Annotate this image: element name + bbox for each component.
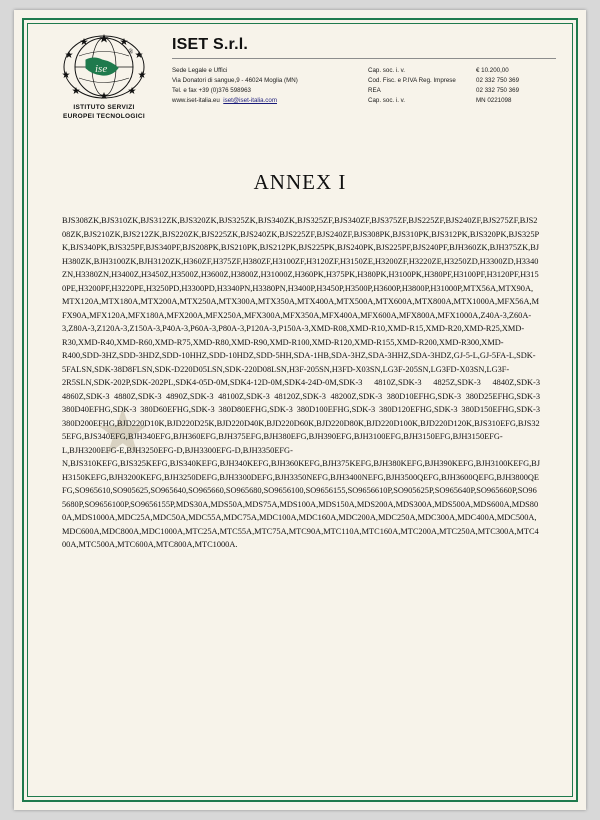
info-left-3: Tel. e fax +39 (0)376 598963 [172,86,251,94]
email-link[interactable]: iset@iset-italia.com [223,97,277,105]
table-row [172,96,556,106]
globe-stars-logo-icon [62,34,146,100]
letterhead [44,34,556,144]
logo-caption [44,104,164,122]
info-right-2: 02 332 750 369 [476,76,520,84]
logo-caption-line-1: ISTITUTO SERVIZI [73,104,135,111]
table-row [172,85,556,95]
star-watermark-icon: ★ [94,396,152,468]
info-middle-3: REA [368,86,381,94]
info-left-4 [172,96,368,106]
info-left-2: Via Donatori di sangue,9 - 46024 Moglia (MN) [172,76,298,84]
info-left-1: Sede Legale e Uffici [172,66,228,74]
logo-caption-line-2: EUROPEI TECNOLOGICI [63,112,145,120]
website-text: www.iset-italia.eu [172,97,220,105]
info-middle-1: Cap. soc. i. v. [368,66,406,74]
table-row [172,65,556,75]
document-page [14,10,586,810]
svg-text:ise: ise [95,63,108,75]
info-right-3: 02 332 750 369 [476,86,520,94]
company-logo [44,34,164,122]
company-details [172,36,556,106]
table-row [172,75,556,85]
info-middle-2: Cod. Fisc. e P.IVA Reg. Imprese [368,76,456,84]
header-divider [172,58,556,59]
company-name: ISET S.r.l. [172,36,249,53]
info-right-1: € 10.200,00 [476,66,509,74]
product-code-list: BJS308ZK,BJS310ZK,BJS312ZK,BJS320ZK,BJS325ZK,BJS340ZK,BJS325ZF,BJS340ZF,BJS375ZF,BJS225ZF,BJS240ZF,BJS275ZF,BJS208ZK,BJS210ZK,BJS212ZK,BJS220ZK,BJS225ZK,BJS240ZK,BJS225ZF,BJS240ZF,BJS308PK,BJS310PK,BJS312PK,BJS320PK,BJS325PK,BJS340PK,BJS325PF,BJS340PF,BJS208PK,BJS210PK,BJS212PK,BJS225PK,BJS240PK,BJS225PF,BJS240PF,BJH360ZK,BJH375ZK,BJH380ZK,BJH3100ZK,BJH3120ZK,H360ZF,H375ZF,H380ZF,H3100ZF,H3120ZF,H3150ZE,H3200ZF,H3220ZE,H3250ZD,H3300ZD,H3340ZN,H3380ZN,H3400Z,H3450Z,H3500Z,H3600Z,H3800Z,H31000Z,H360PK,H375PK,H380PK,H3100PK,H380PF,H3100PF,H3120PF,H3150PE,H3200PF,H3220PE,H3250PD,H3300PD,H3340PN,H3380PN,H3400P,H3450P,H3500P,H3600P,H3800P,H31000P,MTX56A,MTX90A,MTX120A,MTX180A,MTX200A,MTX250A,MTX300A,MTX350A,MTX400A,MTX500A,MTX600A,MTX800A,MTX1000A,MFX56A,MFX90A,MFX120A,MFX180A,MFX200A,MFX250A,MFX300A,MFX350A,MFX400A,MFX600A,MFX800A,MFX1000A,Z40A-3,Z60A-3,Z80A-3,Z120A-3,Z150A-3,P40A-3,P60A-3,P80A-3,P120A-3,P150A-3,XMD-R08,XMD-R10,XMD-R15,XMD-R20,XMD-R25,XMD-R30,XMD-R40,XMD-R60,XMD-R75,XMD-R80,XMD-R90,XMD-R100,XMD-R120,XMD-R155,XMD-R200,XMD-R300,XMD-R400,SDD-3HZ,SDD-3HDZ,SDD-10HHZ,SDD-10HDZ,SDD-5HH,SDA-1HB,SDA-3HZ,SDA-3HHZ,SDA-3HDZ,GJ-5-L,GJ-5FA-L,SDK-5FALSN,SDK-38D8FLSN,SDK-D220D05LSN,SDK-220D08LSN,H3F-205SN,H3FD-X03SN,LG3F-205SN,LG3FD-X03SN,LG3F-2R5SLN,SDK-202P,SDK-202PL,SDK4-05D-0M,SDK4-12D-0M,SDK4-24D-0M,SDK-3 4810Z,SDK-3 4825Z,SDK-3 4840Z,SDK-3 4860Z,SDK-3 4880Z,SDK-3 4890Z,SDK-3 48100Z,SDK-3 48120Z,SDK-3 48200Z,SDK-3 380D10EFHG,SDK-3 380D25EFHG,SDK-3 380D40EFHG,SDK-3 380D60EFHG,SDK-3 380D80EFHG,SDK-3 380D100EFHG,SDK-3 380D120EFHG,SDK-3 380D150EFHG,SDK-3 380D200EFHG,BJD220D10K,BJD220D25K,BJD220D40K,BJD220D60K,BJD220D80K,BJD220D100K,BJD220D120K,BJS310EFG,BJS325EFG,BJS340EFG,BJH340EFG,BJH360EFG,BJH375EFG,BJH380EFG,BJH390EFG,BJH3100EFG,BJH3150EFG,BJH3150EFG-L,BJH3200EFG-E,BJH3250EFG-D,BJH3300EFG-D,BJH3350EFG-N,BJS310KEFG,BJS325KEFG,BJS340KEFG,BJH340KEFG,BJH360KEFG,BJH375KEFG,BJH380KEFG,BJH390KEFG,BJH3100KEFG,BJH3150KEFG,BJH3200KEFG,BJH3250DEFG,BJH3300DEFG,BJH3350NEFG,BJH3400NEFG,BJH3500QEFG,BJH3600QEFG,BJH3800QEFG,SO965610,SO905625,SO965640,SO965660,SO965680,SO9656100,SO9656155,SO9656610P,SO905625P,SO965640P,SO965660P,SO965680P,SO9656100P,SO9656155P,MDS30A,MDS50A,MDS75A,MDS100A,MDS150A,MDS200A,MDS300A,MDS500A,MDS600A,MDS800A,MDS1000A,MDC25A,MDC50A,MDC55A,MDC75A,MDC100A,MDC160A,MDC200A,MDC250A,MDC300A,MDC400A,MDC500A,MDC600A,MDC800A,MDC1000A,MTC25A,MTC55A,MTC75A,MTC90A,MTC110A,MTC160A,MTC200A,MTC250A,MTC300A,MTC400A,MTC500A,MTC600A,MTC800A,MTC1000A. [62,216,540,550]
page-title: ANNEX I [253,170,347,194]
company-info-table [172,65,556,106]
info-middle-4: Cap. soc. i. v. [368,97,406,105]
info-right-4: MN 0221098 [476,97,512,105]
svg-text:®: ® [128,48,134,56]
